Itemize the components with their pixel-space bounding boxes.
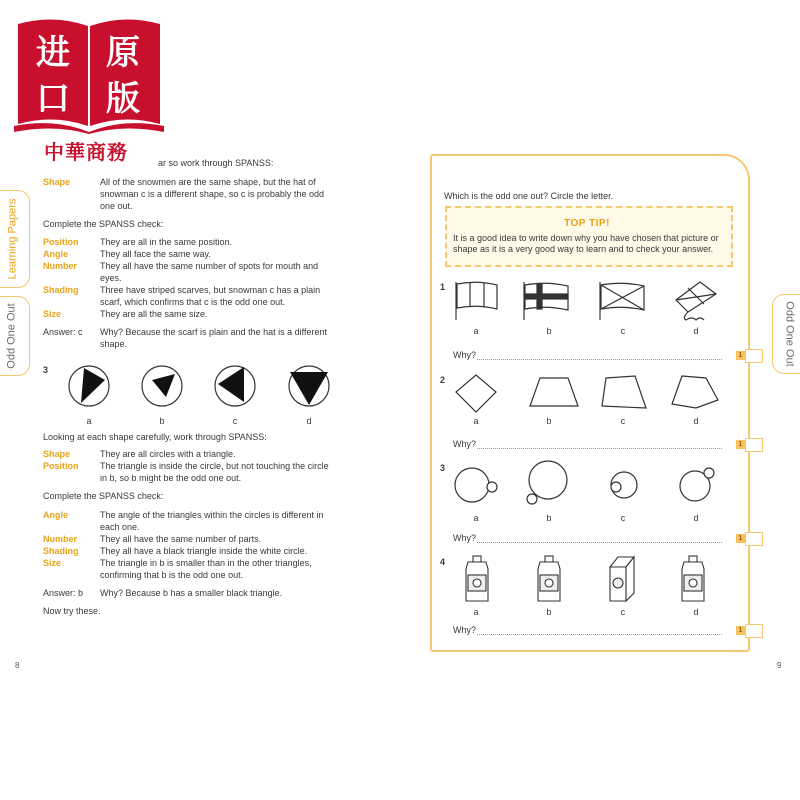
spanss-row-shape-2 [43, 448, 343, 460]
q1-flags [450, 280, 730, 322]
q3r-answer-box[interactable] [745, 532, 763, 546]
q4-carton-c [610, 557, 634, 601]
spanss-row-size [43, 308, 343, 320]
answer-1 [43, 326, 343, 350]
q1-letter-d[interactable]: d [693, 326, 699, 336]
answer-text: Why? Because the scarf is plain and the hat is a different shape. [100, 327, 327, 349]
q3-circle-pairs [450, 458, 730, 508]
row-text: They are all circles with a triangle. [100, 449, 236, 459]
tab-learning-papers-label: Learning Papers [6, 198, 19, 280]
q1-answer-box[interactable] [745, 349, 763, 363]
q3r-letter-b[interactable]: b [546, 513, 552, 523]
row-text: They all face the same way. [100, 249, 211, 259]
tab-learning-papers[interactable] [0, 190, 30, 288]
q3-shape-a [69, 366, 109, 406]
q4-bottle-b [538, 556, 560, 601]
q3r-why-label: Why? [453, 533, 477, 543]
q4-why-label: Why? [453, 625, 477, 635]
complete-check-1: Complete the SPANSS check: [43, 219, 164, 229]
q2-letter-a[interactable]: a [473, 416, 479, 426]
logo-char-1: 进 [36, 33, 70, 73]
q3-letter-b[interactable]: b [159, 416, 165, 426]
spanss-row-shading [43, 284, 343, 308]
row-label: Position [43, 461, 79, 471]
q3-shape-d [289, 366, 329, 406]
q3r-why-line[interactable] [477, 541, 722, 543]
exercise-question: Which is the odd one out? Circle the letter. [444, 191, 614, 201]
spanss-row-shading-2 [43, 545, 343, 557]
q3-letter-d[interactable]: d [306, 416, 312, 426]
q2-letter-b[interactable]: b [546, 416, 552, 426]
q2-shape-b [530, 378, 578, 406]
logo-char-2: 口 [36, 79, 70, 119]
logo-char-4: 版 [106, 79, 140, 119]
row-label: Shading [43, 285, 79, 295]
q1-letter-b[interactable]: b [546, 326, 552, 336]
answer-2 [43, 587, 343, 599]
spanss-row-shape-1 [43, 176, 343, 216]
row-label: Shape [43, 449, 71, 459]
row-label: Number [43, 261, 78, 271]
tab-odd-one-out-right[interactable] [772, 294, 800, 374]
q1-letter-a[interactable]: a [473, 326, 479, 336]
q2-shapes [450, 370, 730, 415]
tab-odd-one-out-right-label: Odd One Out [784, 301, 796, 367]
spanss-row-number-2 [43, 533, 343, 545]
q3r-letter-a[interactable]: a [473, 513, 479, 523]
q3r-shape-b [527, 461, 567, 504]
question-2-number: 2 [440, 375, 446, 385]
row-text: The angle of the triangles within the circles is different in each one. [100, 510, 324, 532]
row-text: All of the snowmen are the same shape, but the hat of snowman c is a different shape, so c is probably the odd one out. [100, 177, 324, 211]
row-label: Shape [43, 177, 71, 187]
page-number-left: 8 [15, 661, 20, 670]
q4-bottle-d [682, 556, 704, 601]
row-label: Size [43, 309, 62, 319]
q3-shape-c [215, 366, 255, 406]
q4-why-line[interactable] [477, 633, 722, 635]
spanss-row-position-2 [43, 460, 343, 484]
q2-shape-d [672, 376, 718, 408]
q2-shape-c [602, 376, 646, 408]
row-label: Shading [43, 546, 79, 556]
row-text: They are all in the same position. [100, 237, 233, 247]
q4-letter-d[interactable]: d [693, 607, 699, 617]
q2-letter-d[interactable]: d [693, 416, 699, 426]
row-label: Position [43, 237, 79, 247]
complete-check-2: Complete the SPANSS check: [43, 491, 164, 501]
spanss-row-size-2 [43, 557, 343, 581]
logo-char-3: 原 [106, 33, 140, 73]
q3-circle-shapes [60, 360, 340, 420]
q1-flag-b [524, 282, 568, 320]
spanss-row-number [43, 260, 343, 284]
q1-why-label: Why? [453, 350, 477, 360]
now-try-text: Now try these. [43, 606, 101, 616]
row-text: They are all the same size. [100, 309, 208, 319]
q1-flag-c [600, 282, 644, 320]
row-text: The triangle in b is smaller than in the other triangles, confirming that b is the odd one out. [100, 558, 312, 580]
q3-letter-a[interactable]: a [86, 416, 92, 426]
q3r-letter-d[interactable]: d [693, 513, 699, 523]
logo-script-text: 中華商務 [44, 140, 128, 164]
answer-label: Answer: b [43, 588, 84, 598]
q1-why-line[interactable] [477, 358, 722, 360]
row-text: They all have the same number of spots for mouth and eyes. [100, 261, 319, 283]
q4-letter-c[interactable]: c [620, 607, 626, 617]
q3r-mark: 1 [736, 534, 745, 543]
spanss-row-angle [43, 248, 343, 260]
intro-tail: ar so work through SPANSS: [158, 158, 274, 168]
q1-flag-a [456, 282, 497, 320]
q1-mark: 1 [736, 351, 745, 360]
question-3r-number: 3 [440, 463, 446, 473]
q4-bottle-a [466, 556, 488, 601]
row-label: Number [43, 534, 78, 544]
publisher-logo [14, 14, 164, 134]
spanss-row-angle-2 [43, 509, 343, 533]
top-tip-title: TOP TIP! [564, 218, 610, 229]
q2-why-label: Why? [453, 439, 477, 449]
q4-answer-box[interactable] [745, 624, 763, 638]
page-number-right: 9 [777, 661, 782, 670]
q4-mark: 1 [736, 626, 745, 635]
row-label: Size [43, 558, 62, 568]
q3r-shape-c [611, 472, 637, 498]
q3r-shape-a [455, 468, 497, 502]
row-text: The triangle is inside the circle, but not touching the circle in b, so b might be the odd one out. [100, 461, 329, 483]
question-1-number: 1 [440, 282, 446, 292]
q2-why-line[interactable] [477, 447, 722, 449]
q4-letter-b[interactable]: b [546, 607, 552, 617]
row-text: They all have the same number of parts. [100, 534, 262, 544]
q2-mark: 1 [736, 440, 745, 449]
q2-letter-c[interactable]: c [620, 416, 626, 426]
question-4-number: 4 [440, 557, 446, 567]
answer-text: Why? Because b has a smaller black triangle. [100, 588, 283, 598]
q1-kite-d [676, 282, 716, 320]
q3r-shape-d [680, 468, 714, 501]
row-text: They all have a black triangle inside the white circle. [100, 546, 308, 556]
q3r-letter-c[interactable]: c [620, 513, 626, 523]
q4-letter-a[interactable]: a [473, 607, 479, 617]
answer-label: Answer: c [43, 327, 83, 337]
row-label: Angle [43, 249, 69, 259]
question-3-number: 3 [43, 365, 49, 375]
top-tip-text: It is a good idea to write down why you have chosen that picture or shape as it is a very good way to learn and to check your answer. [453, 233, 719, 254]
row-label: Angle [43, 510, 69, 520]
q2-shape-a [456, 375, 496, 412]
spanss-row-position [43, 236, 343, 248]
q3-shape-b [142, 366, 182, 406]
q1-letter-c[interactable]: c [620, 326, 626, 336]
tab-odd-one-out-left[interactable] [0, 296, 30, 376]
q3-letter-c[interactable]: c [232, 416, 238, 426]
looking-text: Looking at each shape carefully, work through SPANSS: [43, 432, 267, 442]
row-text: Three have striped scarves, but snowman c has a plain scarf, which confirms that c is the odd one out. [100, 285, 321, 307]
tab-odd-one-out-left-label: Odd One Out [6, 303, 18, 369]
q4-bottles [450, 553, 730, 605]
q2-answer-box[interactable] [745, 438, 763, 452]
